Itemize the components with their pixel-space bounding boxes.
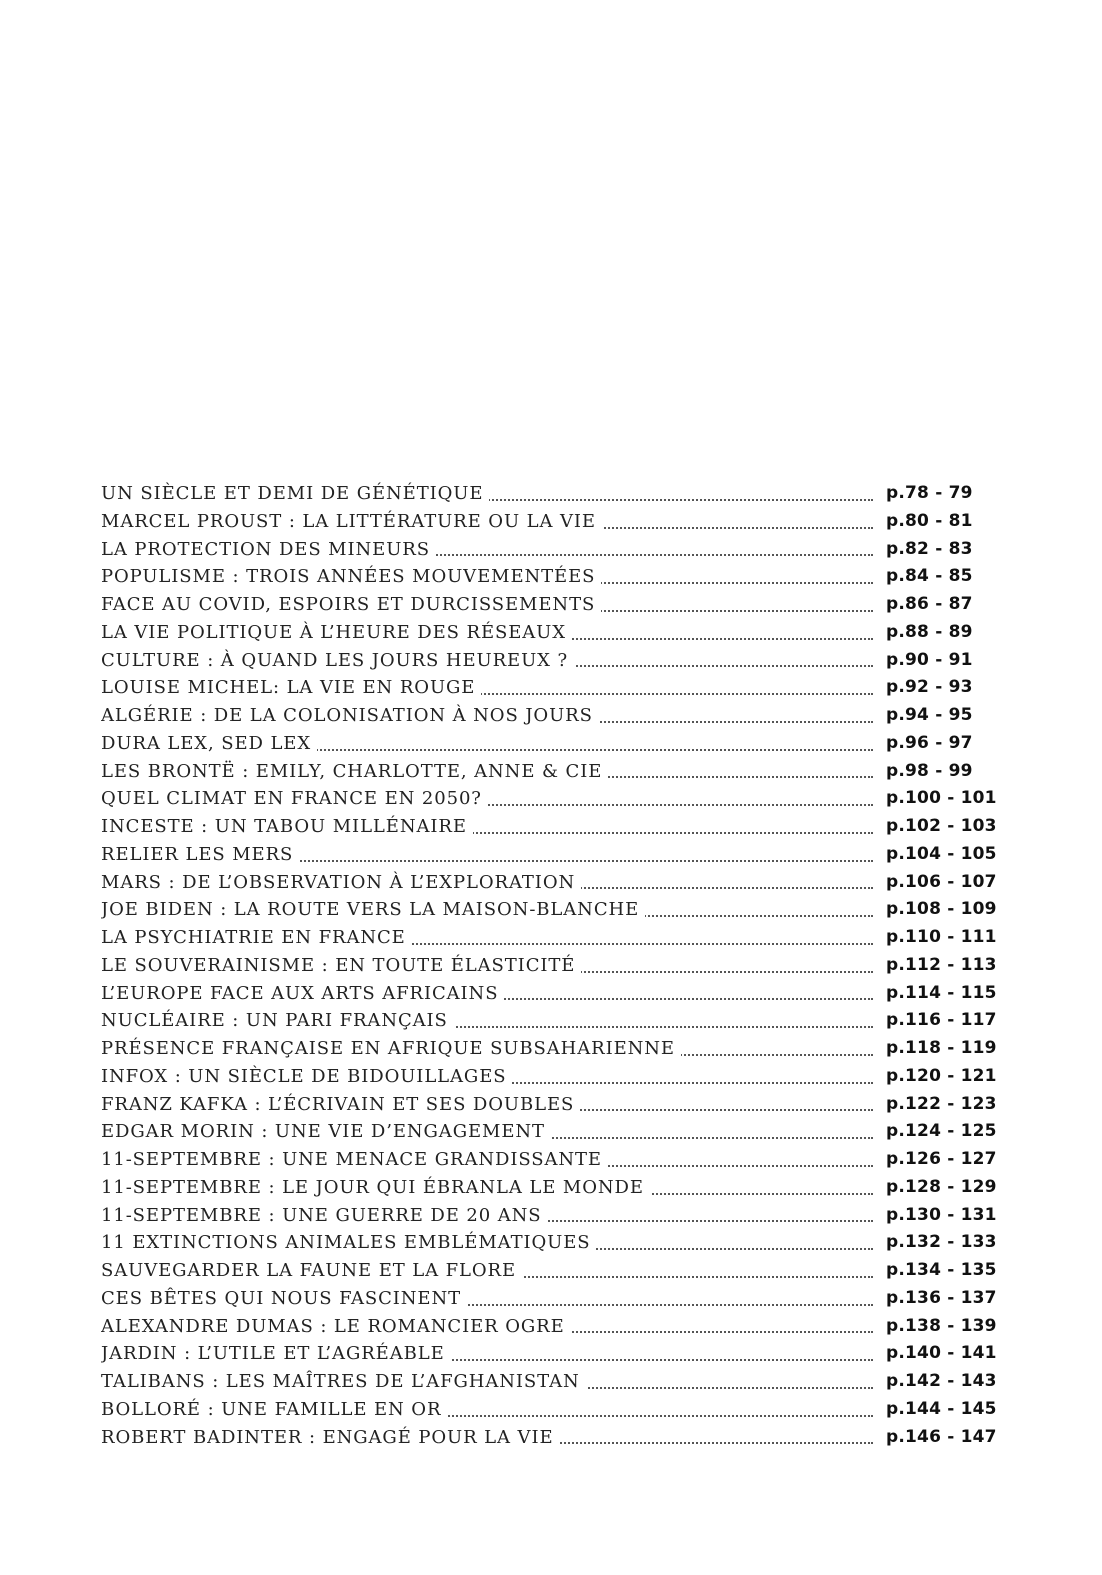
toc-entry-pages: p.102 - 103 <box>886 816 997 836</box>
toc-entry-title-area <box>101 1340 873 1368</box>
toc-entry-title: LA VIE POLITIQUE À L’HEURE DES RÉSEAUX <box>101 619 572 647</box>
toc-entry <box>101 1424 997 1452</box>
toc-entry-pages: p.122 - 123 <box>886 1093 997 1114</box>
toc-entry <box>101 1063 997 1091</box>
toc-entry-title: L’EUROPE FACE AUX ARTS AFRICAINS <box>101 980 504 1008</box>
toc-entry <box>101 758 993 786</box>
toc-entry <box>101 1368 997 1396</box>
toc-entry <box>101 1202 997 1230</box>
toc-entry-pages: p.116 - 117 <box>886 1010 997 1031</box>
toc-entry <box>101 1146 997 1174</box>
toc-entry-title-area <box>101 1174 873 1202</box>
toc-entry-title-area <box>101 619 873 647</box>
toc-entry-pages: p.120 - 121 <box>886 1065 997 1086</box>
toc-entry-pages: p.94 - 95 <box>886 705 973 725</box>
toc-entry-title: LES BRONTË : EMILY, CHARLOTTE, ANNE & CIE <box>101 758 608 786</box>
toc-entry-pages: p.112 - 113 <box>886 954 997 975</box>
toc-entry <box>101 591 993 619</box>
toc-entry-title: FRANZ KAFKA : L’ÉCRIVAIN ET SES DOUBLES <box>101 1091 580 1119</box>
toc-entry-pages: p.130 - 131 <box>886 1204 997 1225</box>
toc-entry-title: ROBERT BADINTER : ENGAGÉ POUR LA VIE <box>101 1424 560 1452</box>
toc-entry-pages: p.86 - 87 <box>886 594 973 614</box>
toc-entry-title-area <box>101 785 873 813</box>
toc-entry-title: UN SIÈCLE ET DEMI DE GÉNÉTIQUE <box>101 480 489 508</box>
toc-entry-pages: p.98 - 99 <box>886 760 973 781</box>
toc-entry-title-area <box>101 813 873 841</box>
toc-entry <box>101 1285 997 1313</box>
table-of-contents <box>101 480 997 1451</box>
toc-entry-title-area <box>101 1424 873 1452</box>
toc-entry <box>101 841 997 869</box>
toc-entry <box>101 785 997 813</box>
toc-entry <box>101 480 993 508</box>
toc-entry-title-area <box>101 758 873 786</box>
toc-entry-title-area <box>101 563 873 591</box>
toc-entry-pages: p.114 - 115 <box>886 982 997 1003</box>
toc-entry <box>101 869 997 897</box>
toc-entry-pages: p.100 - 101 <box>886 788 997 809</box>
toc-entry-pages: p.108 - 109 <box>886 899 997 920</box>
toc-entry <box>101 924 997 952</box>
toc-entry-title-area <box>101 1035 873 1063</box>
toc-entry-title-area <box>101 1285 873 1313</box>
toc-entry-title-area <box>101 1229 873 1257</box>
toc-entry-pages: p.82 - 83 <box>886 538 973 559</box>
toc-entry-title-area <box>101 1063 873 1091</box>
toc-entry-pages: p.118 - 119 <box>886 1038 997 1058</box>
toc-entry-title-area <box>101 702 873 730</box>
toc-entry <box>101 896 997 924</box>
toc-entry-title-area <box>101 1313 873 1341</box>
toc-entry-title-area <box>101 674 873 702</box>
toc-entry-title: NUCLÉAIRE : UN PARI FRANÇAIS <box>101 1007 454 1035</box>
toc-entry-title: FACE AU COVID, ESPOIRS ET DURCISSEMENTS <box>101 591 601 619</box>
toc-entry-pages: p.124 - 125 <box>886 1121 997 1142</box>
toc-entry-title: ALGÉRIE : DE LA COLONISATION À NOS JOURS <box>101 702 599 730</box>
toc-entry <box>101 619 993 647</box>
toc-entry-title: QUEL CLIMAT EN FRANCE EN 2050? <box>101 785 488 813</box>
toc-entry-pages: p.146 - 147 <box>886 1426 997 1447</box>
toc-entry-pages: p.96 - 97 <box>886 732 973 753</box>
toc-entry <box>101 1091 997 1119</box>
toc-entry-title: LE SOUVERAINISME : EN TOUTE ÉLASTICITÉ <box>101 952 581 980</box>
toc-entry-pages: p.104 - 105 <box>886 843 997 864</box>
toc-entry-title: MARCEL PROUST : LA LITTÉRATURE OU LA VIE <box>101 508 602 536</box>
toc-entry-pages: p.134 - 135 <box>886 1260 997 1280</box>
toc-entry <box>101 536 993 564</box>
toc-entry-pages: p.80 - 81 <box>886 510 973 531</box>
toc-entry-pages: p.84 - 85 <box>886 566 973 587</box>
toc-entry-title-area <box>101 1396 873 1424</box>
toc-entry <box>101 674 993 702</box>
toc-entry <box>101 1007 997 1035</box>
toc-entry-title: CULTURE : À QUAND LES JOURS HEUREUX ? <box>101 647 574 675</box>
toc-entry-title: JOE BIDEN : LA ROUTE VERS LA MAISON-BLANCHE <box>101 896 645 924</box>
toc-entry-title-area <box>101 1118 873 1146</box>
toc-entry-title-area <box>101 508 873 536</box>
toc-entry-title-area <box>101 980 873 1008</box>
toc-entry-pages: p.144 - 145 <box>886 1398 997 1419</box>
toc-entry-title-area <box>101 869 873 897</box>
toc-entry-title-area <box>101 1091 873 1119</box>
toc-entry-title-area <box>101 1257 873 1285</box>
toc-entry-title-area <box>101 647 873 675</box>
toc-entry-title-area <box>101 730 873 758</box>
toc-entry <box>101 647 993 675</box>
toc-entry-title-area <box>101 1007 873 1035</box>
toc-entry-title-area <box>101 536 873 564</box>
toc-entry-title-area <box>101 841 873 869</box>
toc-entry-title: POPULISME : TROIS ANNÉES MOUVEMENTÉES <box>101 563 601 591</box>
toc-entry-pages: p.110 - 111 <box>886 927 997 947</box>
toc-entry-pages: p.136 - 137 <box>886 1287 997 1308</box>
toc-entry-title: TALIBANS : LES MAÎTRES DE L’AFGHANISTAN <box>101 1368 586 1396</box>
toc-entry-title: INCESTE : UN TABOU MILLÉNAIRE <box>101 813 473 841</box>
toc-entry <box>101 1174 997 1202</box>
toc-entry-title: 11 EXTINCTIONS ANIMALES EMBLÉMATIQUES <box>101 1229 596 1257</box>
toc-entry-pages: p.126 - 127 <box>886 1149 997 1169</box>
toc-entry-title-area <box>101 591 873 619</box>
toc-entry-pages: p.78 - 79 <box>886 483 973 503</box>
toc-entry-title: PRÉSENCE FRANÇAISE EN AFRIQUE SUBSAHARIENNE <box>101 1035 681 1063</box>
toc-entry-title: 11-SEPTEMBRE : UNE MENACE GRANDISSANTE <box>101 1146 608 1174</box>
toc-entry-title: MARS : DE L’OBSERVATION À L’EXPLORATION <box>101 869 581 897</box>
toc-entry-title: LA PROTECTION DES MINEURS <box>101 536 436 564</box>
toc-entry <box>101 508 993 536</box>
toc-entry-title: EDGAR MORIN : UNE VIE D’ENGAGEMENT <box>101 1118 551 1146</box>
toc-entry-title: RELIER LES MERS <box>101 841 299 869</box>
toc-entry <box>101 1118 997 1146</box>
toc-entry-pages: p.142 - 143 <box>886 1371 997 1391</box>
toc-entry-pages: p.106 - 107 <box>886 871 997 892</box>
toc-entry-title: LA PSYCHIATRIE EN FRANCE <box>101 924 412 952</box>
toc-entry-pages: p.92 - 93 <box>886 677 973 698</box>
toc-entry <box>101 1035 997 1063</box>
toc-entry-title-area <box>101 1202 873 1230</box>
toc-entry <box>101 1229 997 1257</box>
toc-entry-title-area <box>101 480 873 508</box>
toc-entry-pages: p.138 - 139 <box>886 1315 997 1336</box>
toc-entry-title-area <box>101 924 873 952</box>
toc-entry-pages: p.140 - 141 <box>886 1343 997 1364</box>
toc-entry <box>101 1257 997 1285</box>
toc-entry-title: SAUVEGARDER LA FAUNE ET LA FLORE <box>101 1257 522 1285</box>
toc-entry-title: JARDIN : L’UTILE ET L’AGRÉABLE <box>101 1340 451 1368</box>
toc-entry <box>101 980 997 1008</box>
toc-entry-title-area <box>101 896 873 924</box>
toc-entry-title: LOUISE MICHEL: LA VIE EN ROUGE <box>101 674 481 702</box>
toc-entry <box>101 1340 997 1368</box>
toc-entry-pages: p.88 - 89 <box>886 621 973 642</box>
toc-entry <box>101 1313 997 1341</box>
toc-entry <box>101 813 997 841</box>
toc-entry <box>101 563 993 591</box>
toc-entry-title-area <box>101 1368 873 1396</box>
toc-entry-pages: p.128 - 129 <box>886 1176 997 1197</box>
toc-entry <box>101 952 997 980</box>
toc-entry <box>101 702 993 730</box>
toc-entry-title: ALEXANDRE DUMAS : LE ROMANCIER OGRE <box>101 1313 571 1341</box>
toc-entry-title: BOLLORÉ : UNE FAMILLE EN OR <box>101 1396 447 1424</box>
toc-entry-pages: p.132 - 133 <box>886 1232 997 1253</box>
toc-entry <box>101 1396 997 1424</box>
toc-entry-title: CES BÊTES QUI NOUS FASCINENT <box>101 1285 467 1313</box>
toc-entry <box>101 730 993 758</box>
toc-entry-title: 11-SEPTEMBRE : UNE GUERRE DE 20 ANS <box>101 1202 548 1230</box>
toc-entry-title: INFOX : UN SIÈCLE DE BIDOUILLAGES <box>101 1063 512 1091</box>
toc-entry-title-area <box>101 952 873 980</box>
toc-entry-title: 11-SEPTEMBRE : LE JOUR QUI ÉBRANLA LE MONDE <box>101 1174 650 1202</box>
toc-entry-pages: p.90 - 91 <box>886 649 973 670</box>
toc-entry-title-area <box>101 1146 873 1174</box>
toc-entry-title: DURA LEX, SED LEX <box>101 730 317 758</box>
